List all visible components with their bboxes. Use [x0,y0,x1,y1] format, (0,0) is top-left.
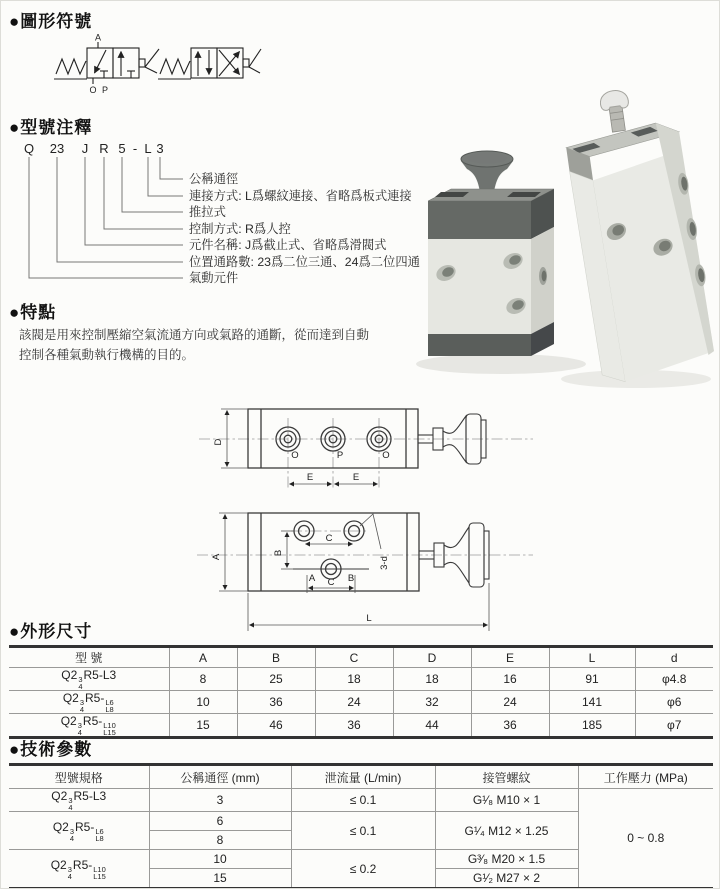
table-row [9,789,713,812]
column-header: D [393,647,471,668]
valve-photo-right [559,82,716,386]
legend-label: 位置通路數: 23爲二位三通、24爲二位四通 [189,255,420,269]
model-code: Q2 3 4 R5- L10 L15 [60,714,116,737]
section-title-symbols: ●圖形符號 [9,12,93,31]
table-header-row [9,765,713,789]
value-cell: 18 [393,668,471,691]
bore-cell: 15 [149,869,291,889]
port-label-o2: O [382,450,390,461]
code-5: 5 [118,141,126,156]
value-cell: 91 [549,668,635,691]
model-code-row [24,141,164,156]
features-text: 該閥是用來控制壓縮空氣流通方向或氣路的通斷，從而達到自動控制各種氣動執行機構的目的。 [19,328,370,362]
note-3d: 3-d [379,556,390,570]
legend-leader-lines [29,157,183,278]
column-header: 工作壓力 (MPa) [578,765,713,789]
dimensions-table [9,645,713,739]
dim-label-l: L [366,613,372,624]
model-legend-figure [17,137,465,295]
table-row [9,714,713,738]
value-cell: 24 [315,691,393,714]
thread-cell: G¹⁄₂ M27 × 2 [435,869,578,889]
value-cell: 24 [471,691,549,714]
tech-params-table [9,763,713,889]
column-header: A [169,647,237,668]
legend-labels [189,172,420,285]
bore-cell: 10 [149,850,291,869]
code-j: J [81,141,89,156]
model-code: Q2 3 4 R5- L10 L15 [50,857,106,881]
bore-cell: 6 [149,812,291,831]
drawing2-labels [211,533,390,624]
code-q: Q [23,141,35,156]
leak-cell: ≤ 0.2 [291,850,435,889]
drawing1-labels [213,438,390,483]
value-cell: 185 [549,714,635,738]
valve-photo-left [428,151,554,356]
section-title-tech: ●技術參數 [9,740,93,759]
port-label-p: P [336,450,344,461]
table-header-row [9,647,713,668]
value-cell: 46 [237,714,315,738]
column-header: E [471,647,549,668]
dim-label-e1: E [306,472,314,483]
value-cell: 16 [471,668,549,691]
bore-cell: 3 [149,789,291,812]
legend-label: 公稱通徑 [189,172,239,186]
column-header: 泄流量 (L/min) [291,765,435,789]
dimension-drawing-bottom [171,501,541,646]
code-3: 3 [156,141,164,156]
column-header: C [315,647,393,668]
table-row [9,668,713,691]
section-title-features: ●特點 [9,303,57,322]
value-cell: φ6 [635,691,713,714]
model-cell [9,789,149,812]
value-cell: 141 [549,691,635,714]
column-header: 型 號 [9,647,169,668]
legend-label: 控制方式: R爲人控 [189,222,291,236]
code-dash: - [132,141,138,156]
table-row [9,691,713,714]
model-cell [9,812,149,850]
column-header: 型號規格 [9,765,149,789]
dim-label-a: A [211,553,222,561]
code-23: 23 [49,141,65,156]
leak-cell: ≤ 0.1 [291,789,435,812]
model-cell [9,668,169,691]
legend-label: 推拉式 [189,205,226,219]
legend-label: 連接方式: L爲螺紋連接、省略爲板式連接 [189,189,412,203]
value-cell: φ4.8 [635,668,713,691]
port-label-b: B [347,573,355,584]
photo-shadow [416,354,586,374]
value-cell: φ7 [635,714,713,738]
column-header: 公稱通徑 (mm) [149,765,291,789]
value-cell: 15 [169,714,237,738]
section-title-legend: ●型號注釋 [9,118,93,137]
model-cell [9,691,169,714]
dim-label-c-top: C [325,533,333,544]
dim-label-b: B [273,549,284,557]
code-l: L [144,141,152,156]
port-label-o: O [89,85,97,95]
leak-cell: ≤ 0.1 [291,812,435,850]
thread-cell: G¹⁄₄ M12 × 1.25 [435,812,578,850]
value-cell: 32 [393,691,471,714]
value-cell: 36 [237,691,315,714]
value-cell: 8 [169,668,237,691]
value-cell: 18 [315,668,393,691]
port-label-a: A [308,573,316,584]
product-photo [411,79,716,399]
valve-symbols-figure [51,34,263,98]
column-header: d [635,647,713,668]
dim-label-c-bottom: C [327,577,335,588]
thread-cell: G¹⁄₈ M10 × 1 [435,789,578,812]
model-code: Q2 3 4 R5-L3 [61,668,117,691]
symbol-right [158,48,261,79]
value-cell: 25 [237,668,315,691]
dim-label-e2: E [352,472,360,483]
value-cell: 44 [393,714,471,738]
port-label-a: A [94,34,102,43]
column-header: B [237,647,315,668]
value-cell: 10 [169,691,237,714]
centerlines [199,418,533,488]
column-header: L [549,647,635,668]
code-r: R [99,141,109,156]
pressure-cell: 0 ~ 0.8 [578,789,713,889]
model-cell [9,850,149,889]
symbol-left [54,42,159,84]
model-code: Q2 3 4 R5-L3 [51,789,107,812]
value-cell: 36 [471,714,549,738]
model-cell [9,714,169,738]
bore-cell: 8 [149,831,291,850]
dim-label-d: D [213,438,224,446]
model-code: Q2 3 4 R5- L6 L8 [52,819,104,843]
section-title-dimensions: ●外形尺寸 [9,622,93,641]
model-code: Q2 3 4 R5- L6 L8 [62,691,114,714]
legend-label: 元件名稱: J爲截止式、省略爲滑閥式 [189,238,387,252]
value-cell: 36 [315,714,393,738]
thread-cell: G³⁄₈ M20 × 1.5 [435,850,578,869]
legend-label: 氣動元件 [189,271,239,285]
column-header: 接管螺紋 [435,765,578,789]
port-label-p: P [101,85,109,95]
port-label-o1: O [291,450,299,461]
